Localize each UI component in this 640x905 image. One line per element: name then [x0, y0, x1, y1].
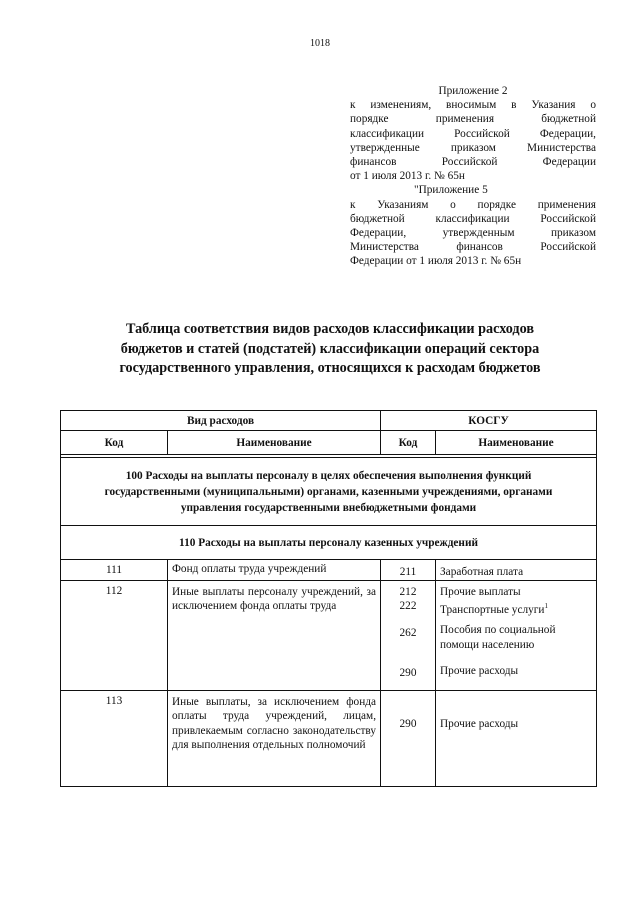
kosgu-codes: [381, 581, 436, 691]
appendix-line: финансов Российской Федерации: [350, 156, 596, 169]
kosgu-name: Транспортные услуги: [440, 604, 545, 617]
header-name: Наименование: [168, 431, 381, 455]
appendix-sub-line: Федерации, утвержденным приказом: [350, 227, 596, 240]
correspondence-table: [60, 410, 597, 787]
kosgu-name: Заработная плата: [436, 560, 597, 581]
expense-name: Иные выплаты, за исключением фонда оплаты труда учреждений, лицам, привлекаемым согласно законодательству для выполнения отдельных полномочий: [168, 691, 381, 787]
expense-code: 112: [61, 581, 168, 691]
kosgu-names: [436, 581, 597, 691]
footnote-mark: 1: [544, 602, 548, 611]
header-kosgu-code: Код: [381, 431, 436, 455]
expense-code: 113: [61, 691, 168, 787]
table-row: [61, 691, 597, 787]
appendix-block: [350, 84, 596, 269]
kosgu-name: Прочие расходы: [436, 691, 597, 787]
page-number: 1018: [310, 38, 330, 49]
appendix-sub-title: "Приложение 5: [414, 184, 488, 197]
appendix-sub-line: бюджетной классификации Российской: [350, 212, 596, 225]
kosgu-name: Пособия по социальной помощи населению: [440, 624, 556, 651]
table-row: [61, 581, 597, 691]
appendix-line: классификации Российской Федерации,: [350, 127, 596, 140]
appendix-title: Приложение 2: [438, 85, 508, 97]
header-kosgu: КОСГУ: [381, 411, 597, 431]
expense-name: Иные выплаты персоналу учреждений, за исключением фонда оплаты труда: [168, 581, 381, 691]
header-kosgu-name: Наименование: [436, 431, 597, 455]
kosgu-code: 222: [399, 600, 417, 613]
expense-code: 111: [61, 560, 168, 581]
appendix-sub-line: Федерации от 1 июля 2013 г. № 65н: [350, 255, 522, 268]
appendix-line: порядке применения бюджетной: [350, 113, 596, 126]
expense-name: Фонд оплаты труда учреждений: [168, 560, 381, 581]
kosgu-code: 212: [399, 586, 417, 599]
kosgu-name: Прочие выплаты: [440, 586, 521, 599]
kosgu-code: 290: [381, 691, 436, 787]
header-expense-type: Вид расходов: [61, 411, 381, 431]
kosgu-code: 262: [399, 626, 417, 639]
title-line: бюджетов и статей (подстатей) классификации операций сектора: [120, 340, 540, 357]
kosgu-code: 290: [399, 666, 417, 679]
table-row: [61, 560, 597, 581]
appendix-line: к изменениям, вносимым в Указания о: [350, 99, 596, 112]
title-line: государственного управления, относящихся к расходам бюджетов: [119, 360, 541, 376]
section-100: 100 Расходы на выплаты персоналу в целях обеспечения выполнения функций государственными (муниципальными) органами, казенными учреждениями, органами управления государственными внебюджетными фондами: [61, 458, 597, 526]
appendix-line: от 1 июля 2013 г. № 65н: [350, 170, 465, 183]
appendix-sub-line: к Указаниям о порядке применения: [350, 198, 596, 211]
section-110: 110 Расходы на выплаты персоналу казенных учреждений: [61, 526, 597, 560]
title-line: Таблица соответствия видов расходов классификации расходов: [125, 321, 535, 337]
document-title: [70, 320, 590, 379]
kosgu-code: 211: [381, 560, 436, 581]
appendix-line: утвержденные приказом Министерства: [350, 141, 596, 154]
header-code: Код: [61, 431, 168, 455]
kosgu-name-with-footnote: [440, 599, 596, 617]
kosgu-name: Прочие расходы: [440, 664, 519, 677]
appendix-sub-line: Министерства финансов Российской: [350, 241, 596, 254]
